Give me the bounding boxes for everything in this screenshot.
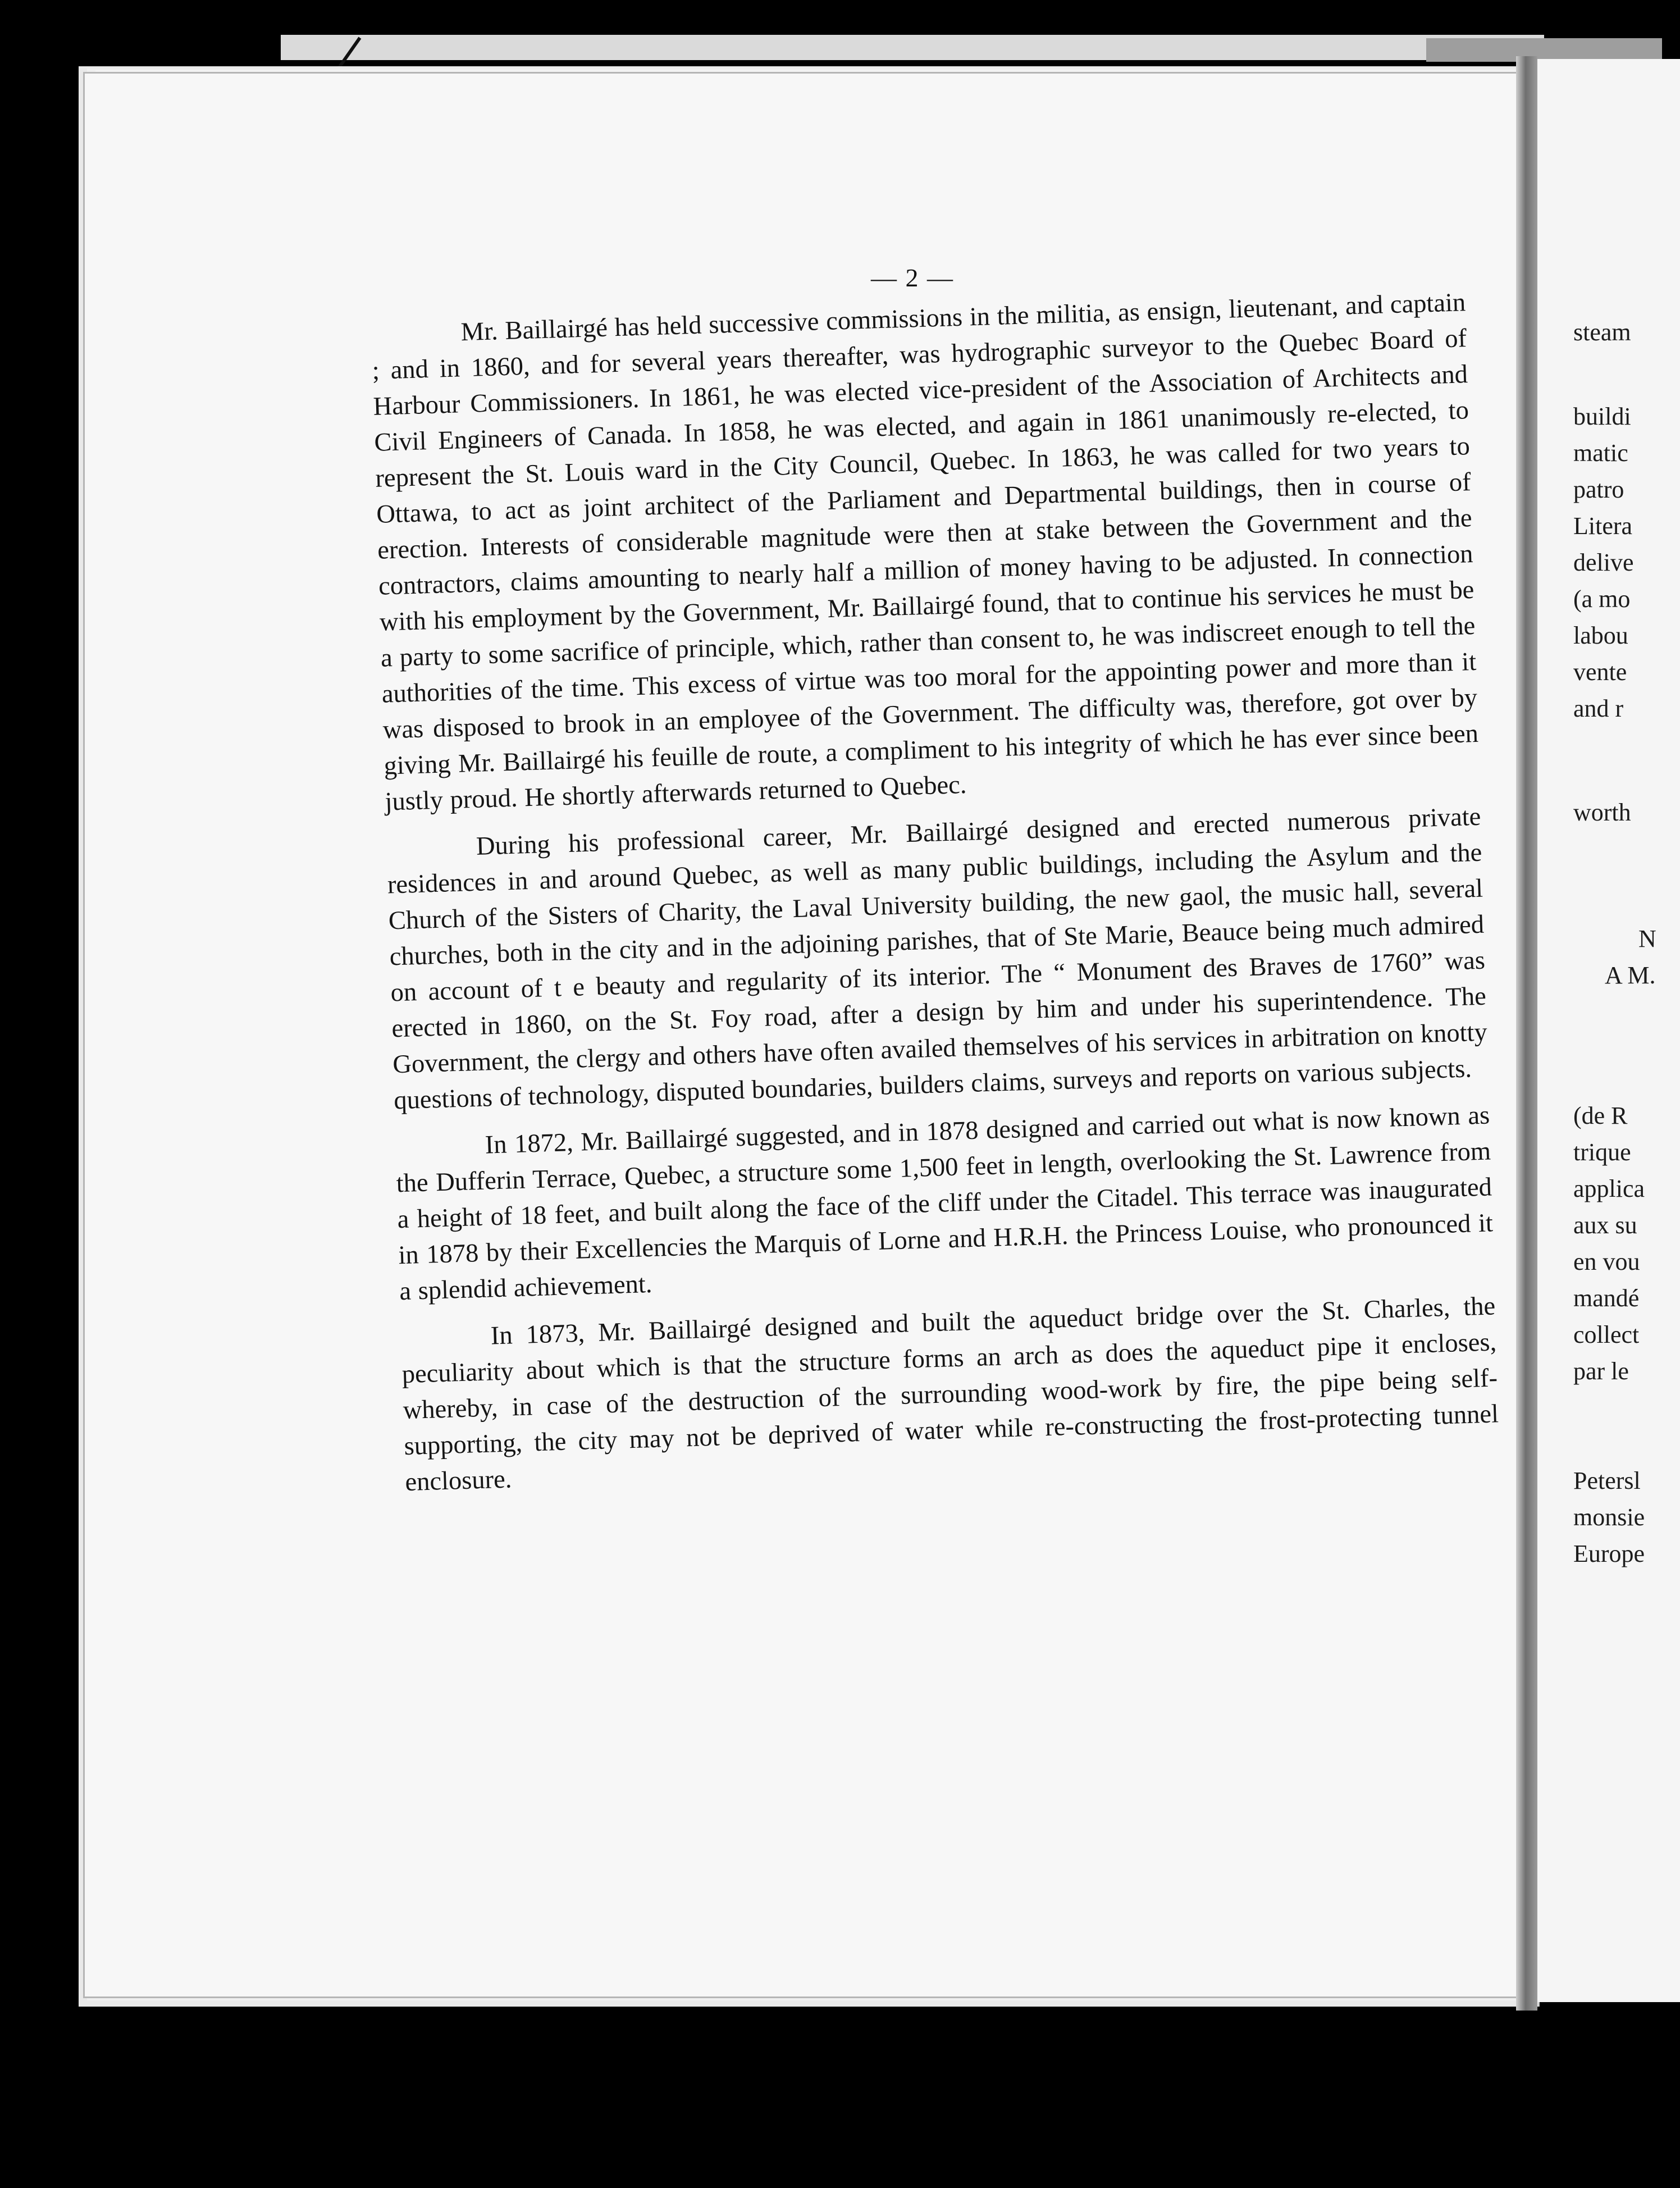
page-body-text	[371, 285, 1500, 1501]
right-page-text: and r	[1573, 695, 1624, 722]
right-page-text: (a mo	[1573, 585, 1631, 613]
page-number: — 2 —	[871, 263, 954, 292]
right-page-text: (de R	[1573, 1102, 1628, 1129]
paragraph-aqueduct-bridge: In 1873, Mr. Baillairgé designed and built the aqueduct bridge over the St. Charles, the peculiarity about which is that the structure forms an arch as does the aqueduct pipe it encloses, whereby, in case of the destruction of the surrounding wood-work by fire, the pipe being self-supporting, the city may not be deprived of water while re-constructing the frost-protecting tunnel enclosure.	[401, 1292, 1499, 1497]
right-page-text: mandé	[1573, 1284, 1640, 1312]
right-page-text: en vou	[1573, 1248, 1640, 1275]
right-page-text: matic	[1573, 439, 1628, 467]
paragraph-militia-career: Mr. Baillairgé has held successive commissions in the militia, as ensign, lieutenant, and captain ; and in 1860, and for several years thereafter, was hydrographic surveyor to the Quebec Board of Harbour Commissioners. In 1861, he was elected vice-president of the Association of Architects and Civil Engineers of Canada. In 1858, he was elected, and again in 1861 unanimously re-elected, to represent the St. Louis ward in the City Council, Quebec. In 1863, he was called for two years to Ottawa, to act as joint architect of the Parliament and Departmental buildings, then in course of erection. Interests of considerable magnitude were then at stake between the Government and the contractors, claims amounting to nearly half a million of money having to be adjusted. In connection with his employment by the Government, Mr. Baillairgé found, that to continue his services he must be a party to some sacrifice of principle, which, rather than consent to, he was indiscreet enough to tell the authorities of the time. This excess of virtue was too moral for the appointing power and more than it was disposed to brook in an employee of the Government. The difficulty was, therefore, got over by giving Mr. Baillairgé his feuille de route, a compliment to his integrity of which he has ever since been justly proud. He shortly afterwards returned to Quebec.	[372, 288, 1479, 817]
right-page-text: delive	[1573, 549, 1634, 576]
right-page-text: aux su	[1573, 1211, 1637, 1239]
right-page-text: A M.	[1605, 961, 1656, 989]
book-gutter	[1516, 56, 1537, 2011]
right-page-text: buildi	[1573, 403, 1631, 430]
right-page-text: monsie	[1573, 1503, 1645, 1531]
right-page-text: applica	[1573, 1175, 1645, 1202]
right-page-text: vente	[1573, 658, 1627, 686]
paragraph-professional-career: During his professional career, Mr. Baillairgé designed and erected numerous private residences in and around Quebec, as well as many public buildings, including the Asylum and the Church of the Sisters of Charity, the Laval University building, the new gaol, the music hall, several churches, both in the city and in the adjoining parishes, that of Ste Marie, Beauce being much admired on account of t e beauty and regularity of its interior. The “ Monument des Braves de 1760” was erected in 1860, on the St. Foy road, after a design by him and under his superintendence. The Government, the clergy and others have often availed themselves of his services in arbitration on knotty questions of technology, disputed boundaries, builders claims, surveys and reports on various subjects.	[387, 802, 1488, 1115]
right-page-text: trique	[1573, 1138, 1631, 1166]
right-page-fragment	[1537, 59, 1680, 2002]
right-page-text: Litera	[1573, 512, 1633, 540]
right-page-text: worth	[1573, 799, 1631, 826]
paragraph-dufferin-terrace: In 1872, Mr. Baillairgé suggested, and in 1878 designed and carried out what is now known as the Dufferin Terrace, Quebec, a structure some 1,500 feet in length, overlooking the St. Lawrence from a height of 18 feet, and built along the face of the cliff under the Citadel. This terrace was inaugurated in 1878 by their Excellencies the Marquis of Lorne and H.R.H. the Princess Louise, who pronounced it a splendid achievement.	[396, 1101, 1494, 1306]
right-page-text: Europe	[1573, 1540, 1645, 1567]
right-page-text: patro	[1573, 476, 1624, 503]
right-page-text: collect	[1573, 1321, 1640, 1348]
right-page-text: labou	[1573, 622, 1628, 649]
right-page-text: par le	[1573, 1357, 1629, 1385]
right-page-text: steam	[1573, 318, 1631, 346]
right-page-text: Petersl	[1573, 1467, 1641, 1494]
top-page-edge	[281, 35, 1544, 60]
right-page-text: N	[1638, 925, 1656, 952]
top-right-page-edge	[1426, 38, 1662, 62]
